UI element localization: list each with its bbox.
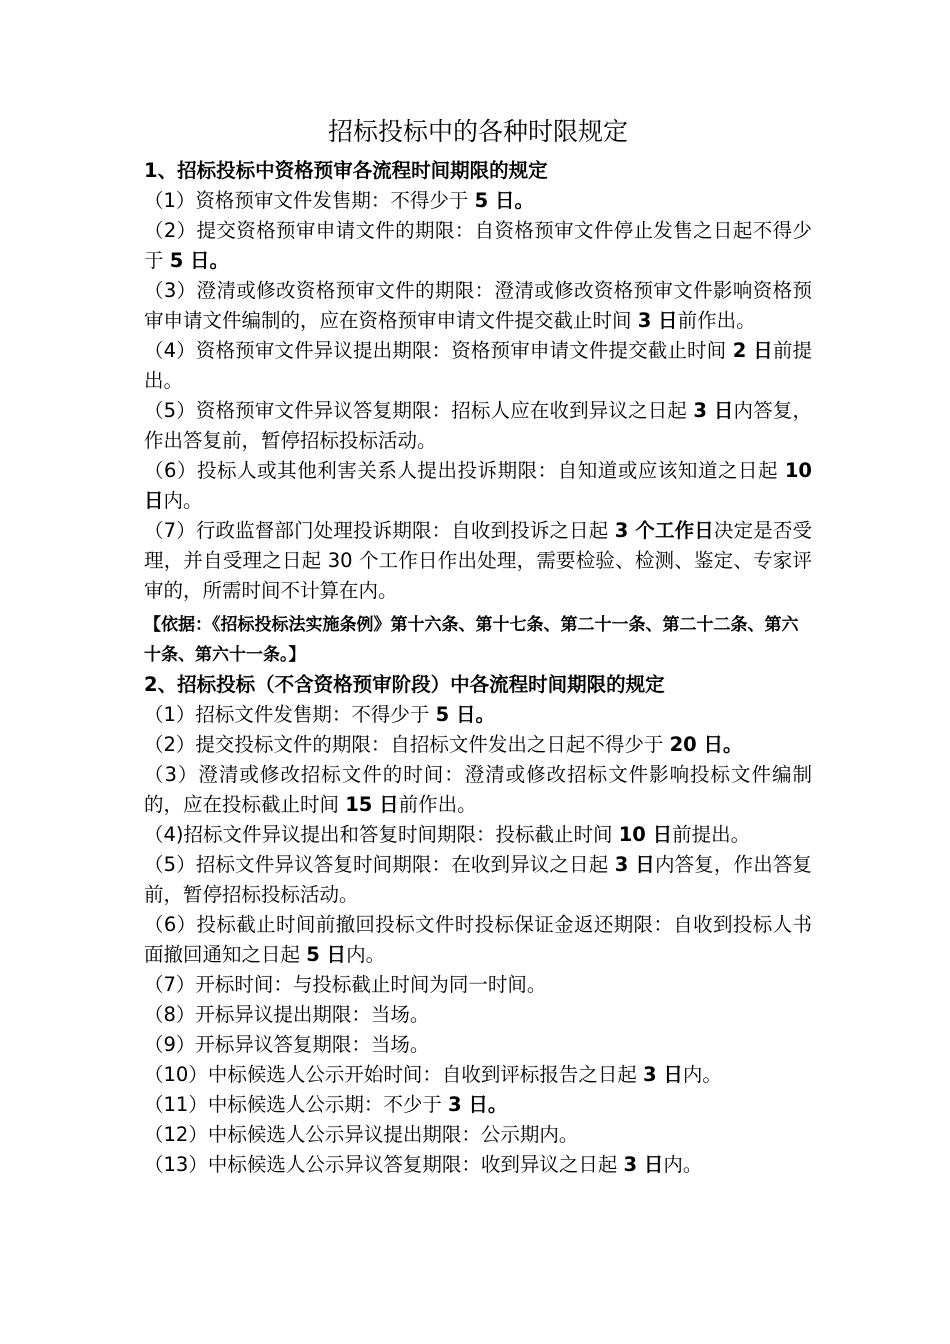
text-run: （4）资格预审文件异议提出期限：资格预审申请文件提交截止时间 xyxy=(144,339,733,362)
text-run: 决定是否受理，并自受理之日起 30 个工作日作出处理，需要检验、检测、鉴定、专家评审的，所需时间不计算在内。 xyxy=(144,519,812,602)
text-run: 前提出。 xyxy=(672,823,751,846)
text-run: （5）招标文件异议答复时间期限：在收到异议之日起 xyxy=(144,853,615,876)
text-run: 前作出。 xyxy=(398,793,477,816)
document-page xyxy=(144,112,812,1180)
list-item xyxy=(144,1150,812,1180)
text-run: （6）投标截止时间前撤回投标文件时投标保证金返还期限：自收到投标人书面撤回通知之日起 xyxy=(144,913,812,966)
text-run: 内答复，作出答复前，暂停招标投标活动。 xyxy=(144,399,812,452)
list-item xyxy=(144,1060,812,1090)
list-item xyxy=(144,516,812,606)
text-run: （4)招标文件异议提出和答复时间期限：投标截止时间 xyxy=(144,823,619,846)
list-item xyxy=(144,760,812,820)
bold-text-run: 《招标投标法实施条例》第十六条、第十七条、第二十一条、第二十二条、第六十条、第六十一条。】 xyxy=(144,615,799,665)
document-title: 招标投标中的各种时限规定 xyxy=(327,117,628,146)
list-item xyxy=(144,1120,812,1150)
legal-basis-note xyxy=(144,610,812,670)
bold-text-run: 5 日。 xyxy=(474,189,534,212)
bold-text-run: 3 日 xyxy=(637,309,678,332)
bold-text-run: 3 日。 xyxy=(448,1093,508,1116)
text-run: 内。 xyxy=(346,943,386,966)
text-run: 前提出。 xyxy=(144,339,812,392)
list-item xyxy=(144,910,812,970)
list-item xyxy=(144,276,812,336)
bold-text-run: 10 日 xyxy=(618,823,673,846)
text-run: （11）中标候选人公示期：不少于 xyxy=(144,1093,449,1116)
text-run: （1）资格预审文件发售期：不得少于 xyxy=(144,189,475,212)
text-run: （7）开标时间：与投标截止时间为同一时间。 xyxy=(144,973,547,996)
text-run: （6）投标人或其他利害关系人提出投诉期限：自知道或应该知道之日起 xyxy=(144,459,785,482)
text-run: （10）中标候选人公示开始时间：自收到评标报告之日起 xyxy=(144,1063,644,1086)
text-run: 内。 xyxy=(682,1063,722,1086)
bold-text-run: 3 日 xyxy=(693,399,734,422)
bold-text-run: 5 日。 xyxy=(435,703,495,726)
list-item xyxy=(144,396,812,456)
bold-text-run: 3 日 xyxy=(623,1153,664,1176)
bold-text-run: 5 日 xyxy=(306,943,347,966)
list-item xyxy=(144,336,812,396)
text-run: 【依据： xyxy=(144,615,212,635)
text-run: （8）开标异议提出期限：当场。 xyxy=(144,1003,430,1026)
list-item xyxy=(144,700,812,730)
bold-text-run: 3 日 xyxy=(614,853,655,876)
text-run: （3）澄清或修改招标文件的时间：澄清或修改招标文件影响投标文件编制的，应在投标截止时间 xyxy=(144,763,812,816)
bold-text-run: 3 日 xyxy=(643,1063,683,1086)
text-run: （3）澄清或修改资格预审文件的期限：澄清或修改资格预审文件影响资格预审申请文件编制的，应在资格预审申请文件提交截止时间 xyxy=(144,279,812,332)
bold-text-run: 15 日 xyxy=(345,793,399,816)
list-item xyxy=(144,970,812,1000)
text-run: 内答复，作出答复前，暂停招标投标活动。 xyxy=(144,853,812,906)
bold-text-run: 3 个工作日 xyxy=(614,519,714,542)
text-run: （12）中标候选人公示异议提出期限：公示期内。 xyxy=(144,1123,579,1146)
list-item xyxy=(144,216,812,276)
text-run: 内。 xyxy=(663,1153,703,1176)
bold-text-run: 20 日。 xyxy=(669,733,743,756)
list-item xyxy=(144,730,812,760)
document-body xyxy=(144,156,812,1180)
list-item xyxy=(144,456,812,516)
list-item xyxy=(144,1030,812,1060)
list-item xyxy=(144,820,812,850)
list-item xyxy=(144,850,812,910)
list-item xyxy=(144,1000,812,1030)
text-run: （7）行政监督部门处理投诉期限：自收到投诉之日起 xyxy=(144,519,615,542)
text-run: 前作出。 xyxy=(677,309,756,332)
section-heading: 1、招标投标中资格预审各流程时间期限的规定 xyxy=(144,159,548,182)
bold-text-run: 10 日 xyxy=(144,459,812,512)
text-run: （2）提交资格预审申请文件的期限：自资格预审文件停止发售之日起不得少于 xyxy=(144,219,812,272)
text-run: （5）资格预审文件异议答复期限：招标人应在收到异议之日起 xyxy=(144,399,694,422)
text-run: 内。 xyxy=(163,489,203,512)
list-item xyxy=(144,1090,812,1120)
text-run: （9）开标异议答复期限：当场。 xyxy=(144,1033,430,1056)
text-run: （13）中标候选人公示异议答复期限：收到异议之日起 xyxy=(144,1153,624,1176)
bold-text-run: 5 日。 xyxy=(169,249,230,272)
text-run: （2）提交投标文件的期限：自招标文件发出之日起不得少于 xyxy=(144,733,670,756)
list-item xyxy=(144,186,812,216)
text-run: （1）招标文件发售期：不得少于 xyxy=(144,703,436,726)
section-heading: 2、招标投标（不含资格预审阶段）中各流程时间期限的规定 xyxy=(144,673,665,696)
bold-text-run: 2 日 xyxy=(732,339,773,362)
